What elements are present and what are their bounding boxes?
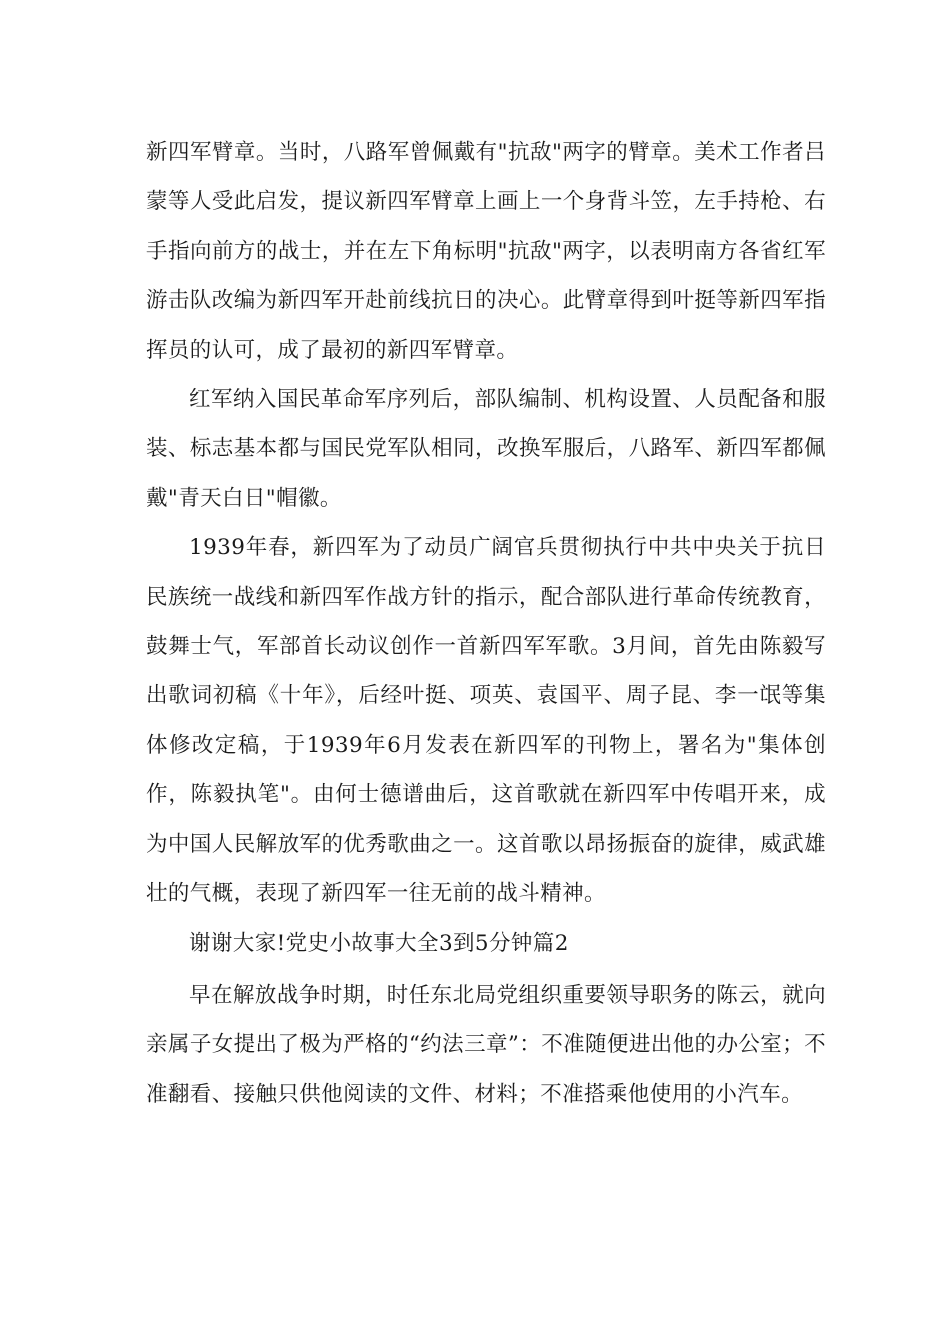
paragraph-army-song: 1939年春，新四军为了动员广阔官兵贯彻执行中共中央关于抗日民族统一战线和新四军作战方针的指示，配合部队进行革命传统教育，鼓舞士气，军部首长动议创作一首新四军军歌。3月间，首先由陈毅写出歌词初稿《十年》，后经叶挺、项英、袁国平、周子昆、李一氓等集体修改定稿，于1939年6月发表在新四军的刊物上，署名为"集体创作，陈毅执笔"。由何士德谱曲后，这首歌就在新四军中传唱开来，成为中国人民解放军的优秀歌曲之一。这首歌以昂扬振奋的旋律，威武雄壮的气概，表现了新四军一往无前的战斗精神。 — [146, 535, 826, 907]
paragraph-cap-badge: 红军纳入国民革命军序列后，部队编制、机构设置、人员配备和服装、标志基本都与国民党军队相同，改换军服后，八路军、新四军都佩戴"青天白日"帽徽。 — [146, 387, 826, 511]
document-body — [146, 128, 826, 1119]
section-heading: 谢谢大家!党史小故事大全3到5分钟篇2 — [189, 930, 569, 956]
paragraph-armband: 新四军臂章。当时，八路军曾佩戴有"抗敌"两字的臂章。美术工作者吕蒙等人受此启发，提议新四军臂章上画上一个身背斗笠，左手持枪、右手指向前方的战士，并在左下角标明"抗敌"两字，以表明南方各省红军游击队改编为新四军开赴前线抗日的决心。此臂章得到叶挺等新四军指挥员的认可，成了最初的新四军臂章。 — [146, 140, 826, 363]
paragraph-chen-yun: 早在解放战争时期，时任东北局党组织重要领导职务的陈云，就向亲属子女提出了极为严格的“约法三章”：不准随便进出他的办公室；不准翻看、接触只供他阅读的文件、材料；不准搭乘他使用的小汽车。 — [146, 982, 826, 1107]
